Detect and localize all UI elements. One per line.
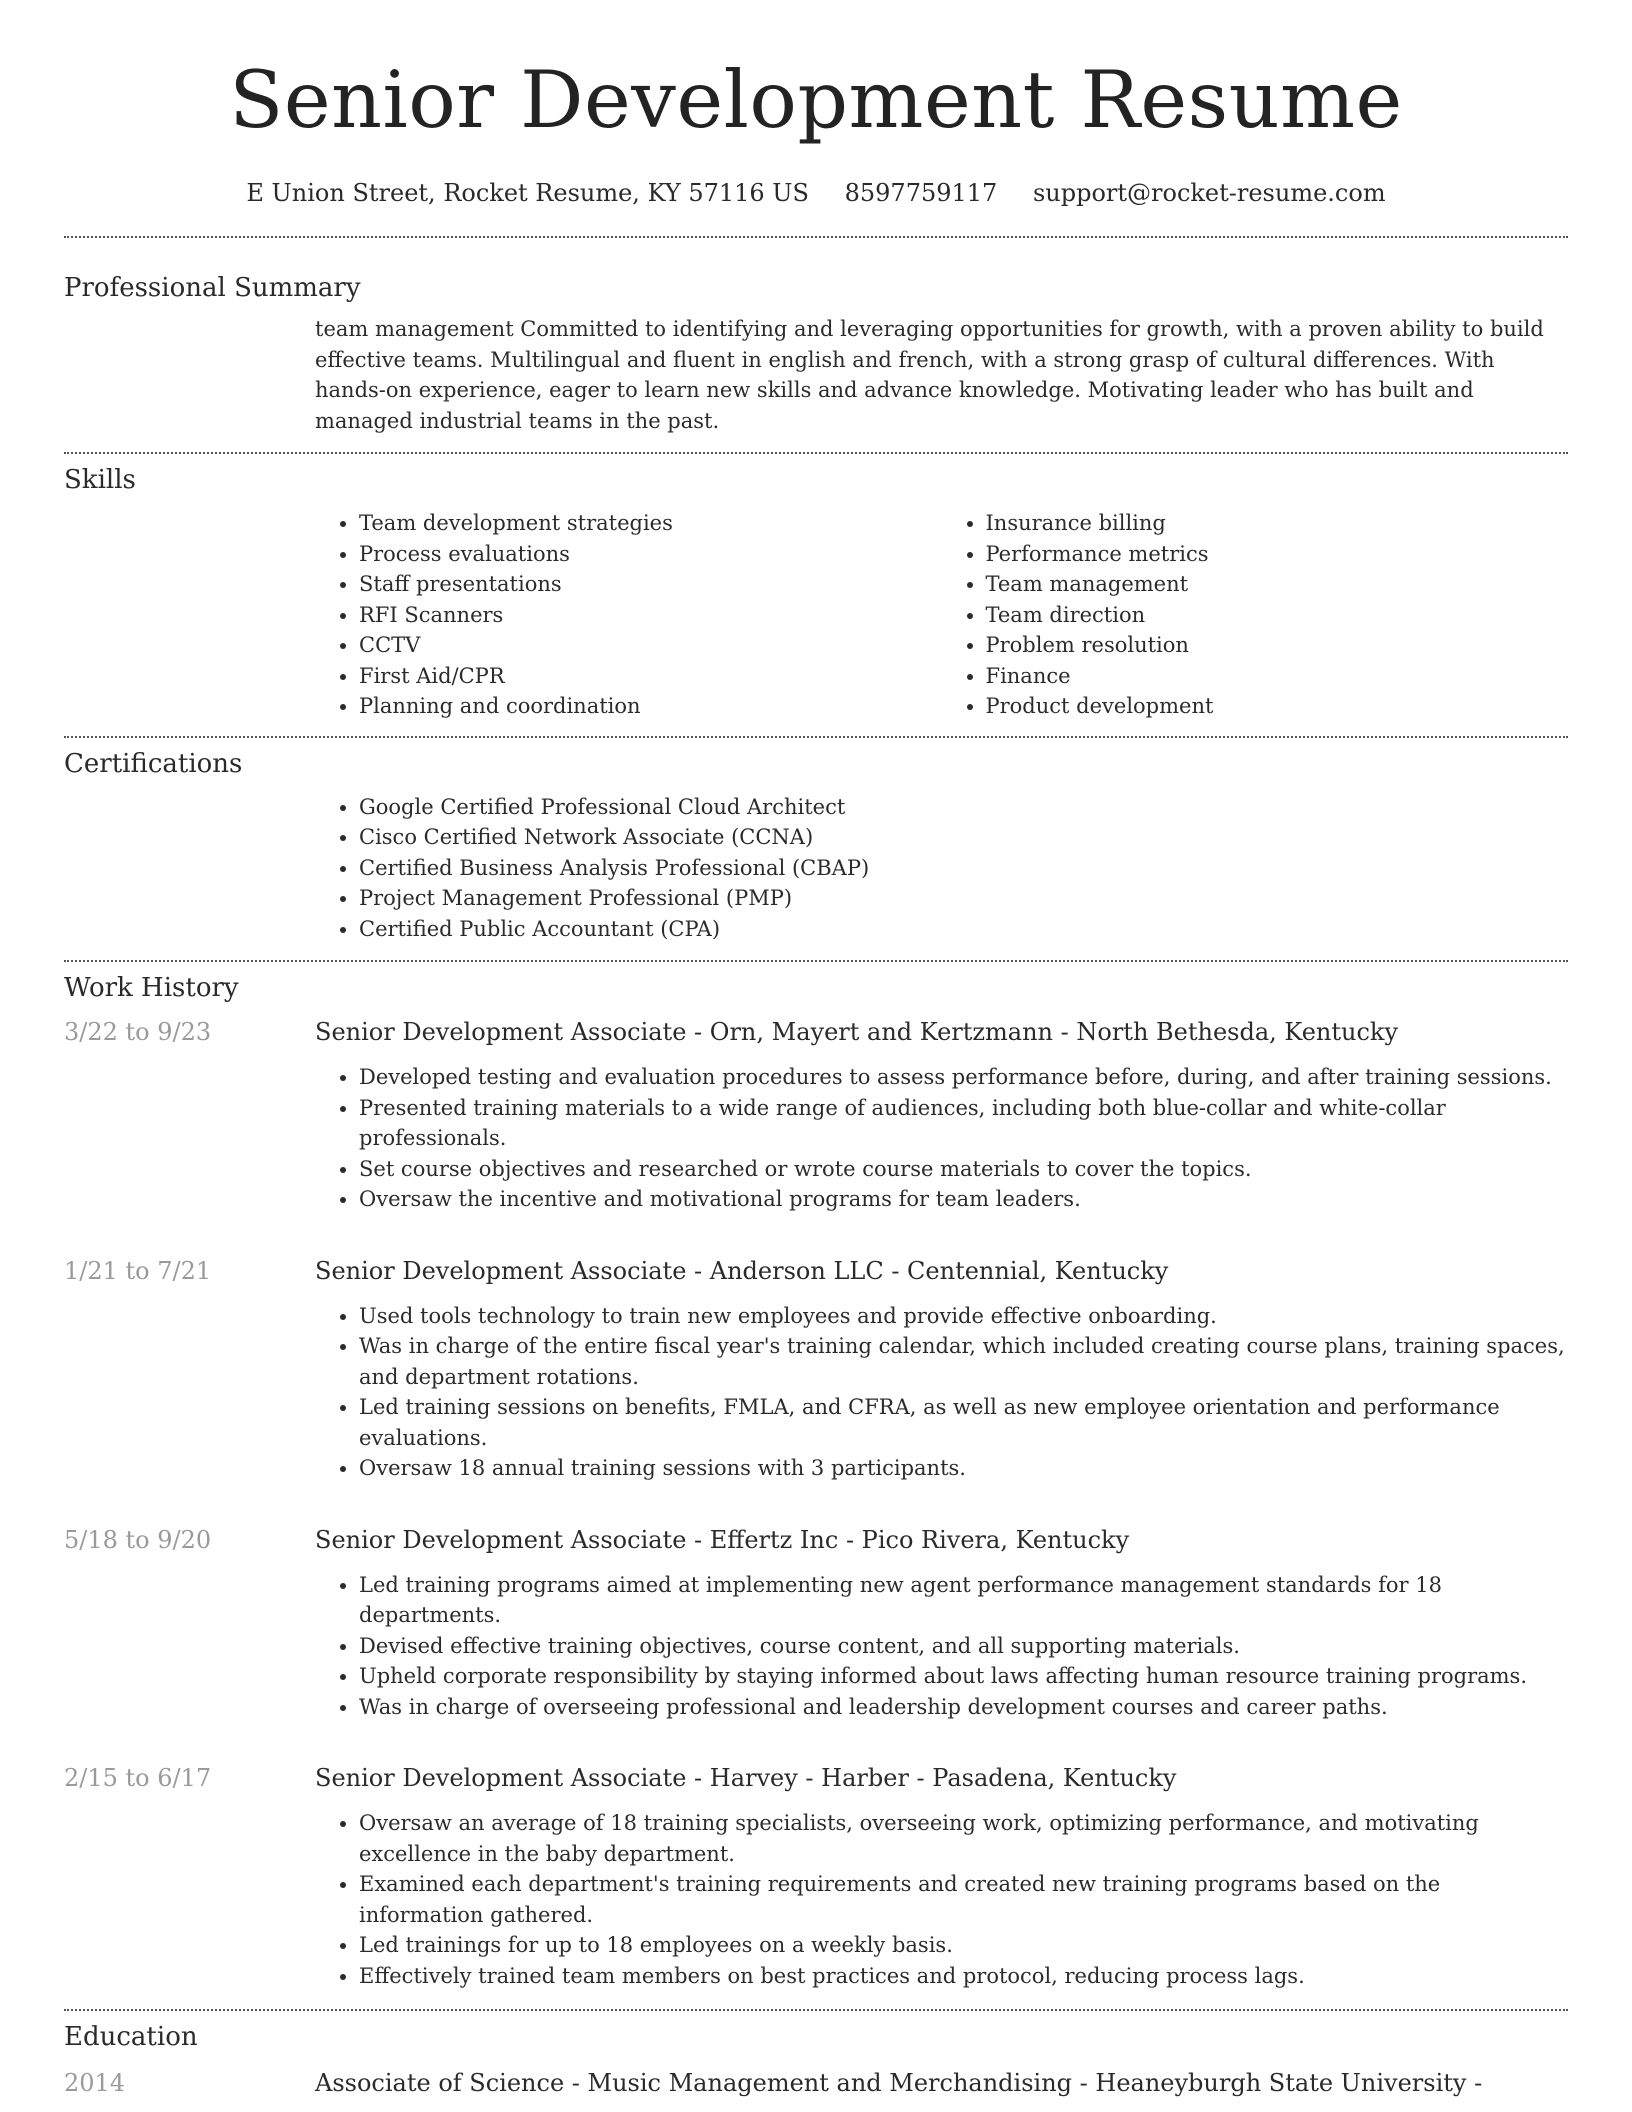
education-degree: Associate of Science - Music Management and Merchandising - Heaneyburgh State University - [315, 2069, 1483, 2097]
certification-item: • Certified Business Analysis Professional (CBAP) [359, 853, 1568, 884]
job-entry [64, 1016, 1568, 1239]
skill-item: • Performance metrics [986, 539, 1569, 570]
job-bullet: • Was in charge of the entire fiscal year's training calendar, which included creating course plans, training spaces, and department rotations. [359, 1331, 1568, 1392]
education-section [64, 2009, 1568, 2099]
resume-header [0, 0, 1632, 208]
skill-item: • Team development strategies [359, 508, 942, 539]
certification-item: • Google Certified Professional Cloud Architect [359, 792, 1568, 823]
job-bullets [315, 1570, 1568, 1723]
skills-grid [315, 508, 1568, 722]
job-bullet: • Devised effective training objectives, course content, and all supporting materials. [359, 1631, 1568, 1662]
job-bullet: • Set course objectives and researched or wrote course materials to cover the topics. [359, 1154, 1568, 1185]
contact-address: E Union Street, Rocket Resume, KY 57116 US [246, 179, 809, 207]
job-bullet: • Presented training materials to a wide range of audiences, including both blue-collar and white-collar professionals. [359, 1093, 1568, 1154]
skill-item: • Product development [986, 691, 1569, 722]
skill-item: • Finance [986, 661, 1569, 692]
job-dates: 1/21 to 7/21 [64, 1256, 212, 1285]
job-bullet: • Led training programs aimed at implementing new agent performance management standards for 18 departments. [359, 1570, 1568, 1631]
resume-title: Senior Development Resume [229, 54, 1403, 146]
job-title: Senior Development Associate - Anderson LLC - Centennial, Kentucky [315, 1256, 1169, 1285]
section-title-work-history: Work History [64, 973, 239, 1003]
section-title-skills: Skills [64, 465, 136, 495]
skills-list-left [315, 508, 942, 722]
job-bullet: • Used tools technology to train new employees and provide effective onboarding. [359, 1301, 1568, 1332]
job-bullets [315, 1062, 1568, 1215]
contact-line [0, 178, 1632, 208]
skill-item: • Staff presentations [359, 569, 942, 600]
skill-item: • CCTV [359, 630, 942, 661]
certifications-body [315, 792, 1568, 945]
job-bullet: • Examined each department's training requirements and created new training programs based on the information gathered. [359, 1869, 1568, 1930]
section-title-summary: Professional Summary [64, 273, 361, 303]
skill-item: • Problem resolution [986, 630, 1569, 661]
certification-item: • Certified Public Accountant (CPA) [359, 914, 1568, 945]
job-dates: 2/15 to 6/17 [64, 1764, 212, 1792]
contact-phone: 8597759117 [844, 179, 998, 207]
contact-email: support@rocket-resume.com [1032, 179, 1386, 207]
job-dates: 3/22 to 9/23 [64, 1018, 212, 1046]
skill-item: • RFI Scanners [359, 600, 942, 631]
section-title-education: Education [64, 2022, 198, 2052]
job-bullet: • Upheld corporate responsibility by staying informed about laws affecting human resource training programs. [359, 1661, 1568, 1692]
skill-item: • Team direction [986, 600, 1569, 631]
skill-item: • Team management [986, 569, 1569, 600]
job-dates: 5/18 to 9/20 [64, 1525, 212, 1554]
job-title: Senior Development Associate - Orn, Mayert and Kertzmann - North Bethesda, Kentucky [315, 1018, 1399, 1046]
education-date: 2014 [64, 2069, 126, 2097]
job-bullet: • Oversaw 18 annual training sessions with 3 participants. [359, 1453, 1568, 1484]
job-entry [64, 1255, 1568, 1508]
certifications-list [315, 792, 1568, 945]
certification-item: • Cisco Certified Network Associate (CCNA) [359, 822, 1568, 853]
summary-text: team management Committed to identifying and leveraging opportunities for growth, with a proven ability to build effective teams. Multilingual and fluent in english and french, with a strong grasp of cultural differences. With hands-on experience, eager to learn new skills and advance knowledge. Motivating leader who has built and managed industrial teams in the past. [315, 317, 1544, 433]
summary-section [64, 236, 1568, 436]
job-bullets [315, 1808, 1568, 1991]
job-bullets [315, 1301, 1568, 1484]
job-bullet: • Led trainings for up to 18 employees on a weekly basis. [359, 1930, 1568, 1961]
job-bullet: • Led training sessions on benefits, FMLA, and CFRA, as well as new employee orientation and performance evaluations. [359, 1392, 1568, 1453]
skill-item: • Process evaluations [359, 539, 942, 570]
education-entry [64, 2067, 1568, 2099]
job-entry [64, 1524, 1568, 1747]
job-bullet: • Was in charge of overseeing professional and leadership development courses and career paths. [359, 1692, 1568, 1723]
certification-item: • Project Management Professional (PMP) [359, 883, 1568, 914]
certifications-section [64, 736, 1568, 945]
job-bullet: • Oversaw the incentive and motivational programs for team leaders. [359, 1184, 1568, 1215]
job-bullet: • Effectively trained team members on best practices and protocol, reducing process lags. [359, 1961, 1568, 1992]
work-history-section [64, 960, 1568, 2009]
skill-item: • Planning and coordination [359, 691, 942, 722]
job-title: Senior Development Associate - Effertz Inc - Pico Rivera, Kentucky [315, 1525, 1130, 1554]
skills-section [64, 452, 1568, 722]
skill-item: • Insurance billing [986, 508, 1569, 539]
job-entry [64, 1762, 1568, 2009]
skill-item: • First Aid/CPR [359, 661, 942, 692]
job-bullet: • Developed testing and evaluation procedures to assess performance before, during, and after training sessions. [359, 1062, 1568, 1093]
skills-list-right [942, 508, 1569, 722]
section-title-certifications: Certifications [64, 748, 243, 779]
job-bullet: • Oversaw an average of 18 training specialists, overseeing work, optimizing performance, and motivating excellence in the baby department. [359, 1808, 1568, 1869]
job-title: Senior Development Associate - Harvey - Harber - Pasadena, Kentucky [315, 1764, 1177, 1792]
